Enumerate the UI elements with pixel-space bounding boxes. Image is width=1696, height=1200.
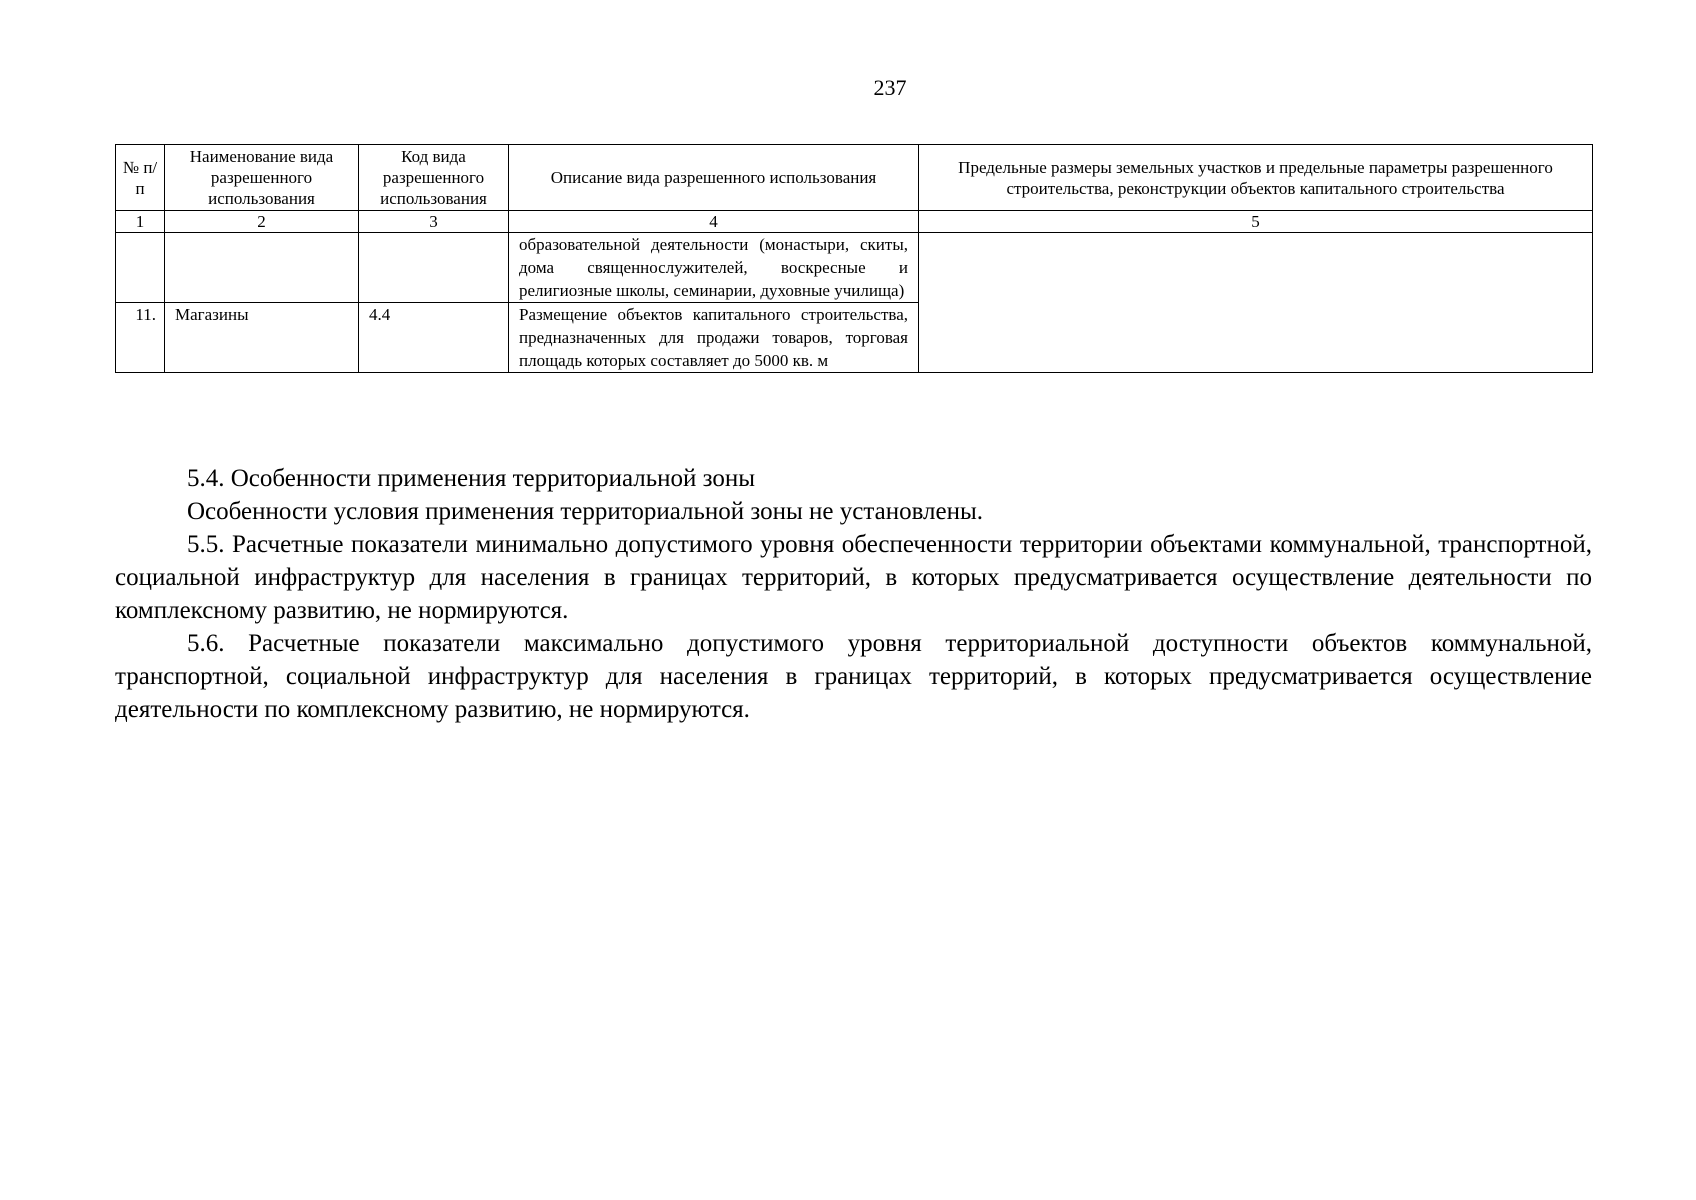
section-heading-5-4: 5.4. Особенности применения территориальной зоны bbox=[187, 465, 756, 492]
row-name: Магазины bbox=[165, 303, 359, 373]
header-name: Наименование вида разрешенного использования bbox=[165, 145, 359, 211]
paragraph-zone-conditions: Особенности условия применения территориальной зоны не установлены. bbox=[187, 498, 984, 525]
column-number: 4 bbox=[509, 211, 919, 233]
row-description: Размещение объектов капитального строительства, предназначенных для продажи товаров, торговая площадь которых составляет до 5000 кв. м bbox=[509, 303, 919, 373]
page-number: 237 bbox=[873, 75, 907, 100]
column-number: 5 bbox=[919, 211, 1593, 233]
column-number: 1 bbox=[116, 211, 165, 233]
row-code bbox=[359, 233, 509, 303]
column-number: 3 bbox=[359, 211, 509, 233]
row-parameters bbox=[919, 233, 1593, 373]
paragraph-5-6: 5.6. Расчетные показатели максимально допустимого уровня территориальной доступности объектов коммунальной, транспортной, социальной инфраструктур для населения в границах территорий, в которых предусматривается осуществление деятельности по комплексному развитию, не нормируются. bbox=[115, 630, 1592, 723]
row-code: 4.4 bbox=[359, 303, 509, 373]
column-number: 2 bbox=[165, 211, 359, 233]
table-header-row bbox=[116, 145, 1593, 211]
row-description: образовательной деятельности (монастыри, скиты, дома священнослужителей, воскресные и религиозные школы, семинарии, духовные училища) bbox=[509, 233, 919, 303]
permitted-use-table bbox=[115, 144, 1593, 373]
table-row bbox=[116, 233, 1593, 303]
paragraph-5-5: 5.5. Расчетные показатели минимально допустимого уровня обеспеченности территории объектами коммунальной, транспортной, социальной инфраструктур для населения в границах территорий, в которых предусматривается осуществление деятельности по комплексному развитию, не нормируются. bbox=[115, 531, 1592, 624]
row-number: 11. bbox=[116, 303, 165, 373]
header-code: Код вида разрешенного использования bbox=[359, 145, 509, 211]
row-number bbox=[116, 233, 165, 303]
column-number-row bbox=[116, 211, 1593, 233]
header-number: № п/п bbox=[116, 145, 165, 211]
row-name bbox=[165, 233, 359, 303]
header-parameters: Предельные размеры земельных участков и предельные параметры разрешенного строительства, реконструкции объектов капитального строительства bbox=[919, 145, 1593, 211]
body-text bbox=[115, 462, 1592, 726]
header-description: Описание вида разрешенного использования bbox=[509, 145, 919, 211]
